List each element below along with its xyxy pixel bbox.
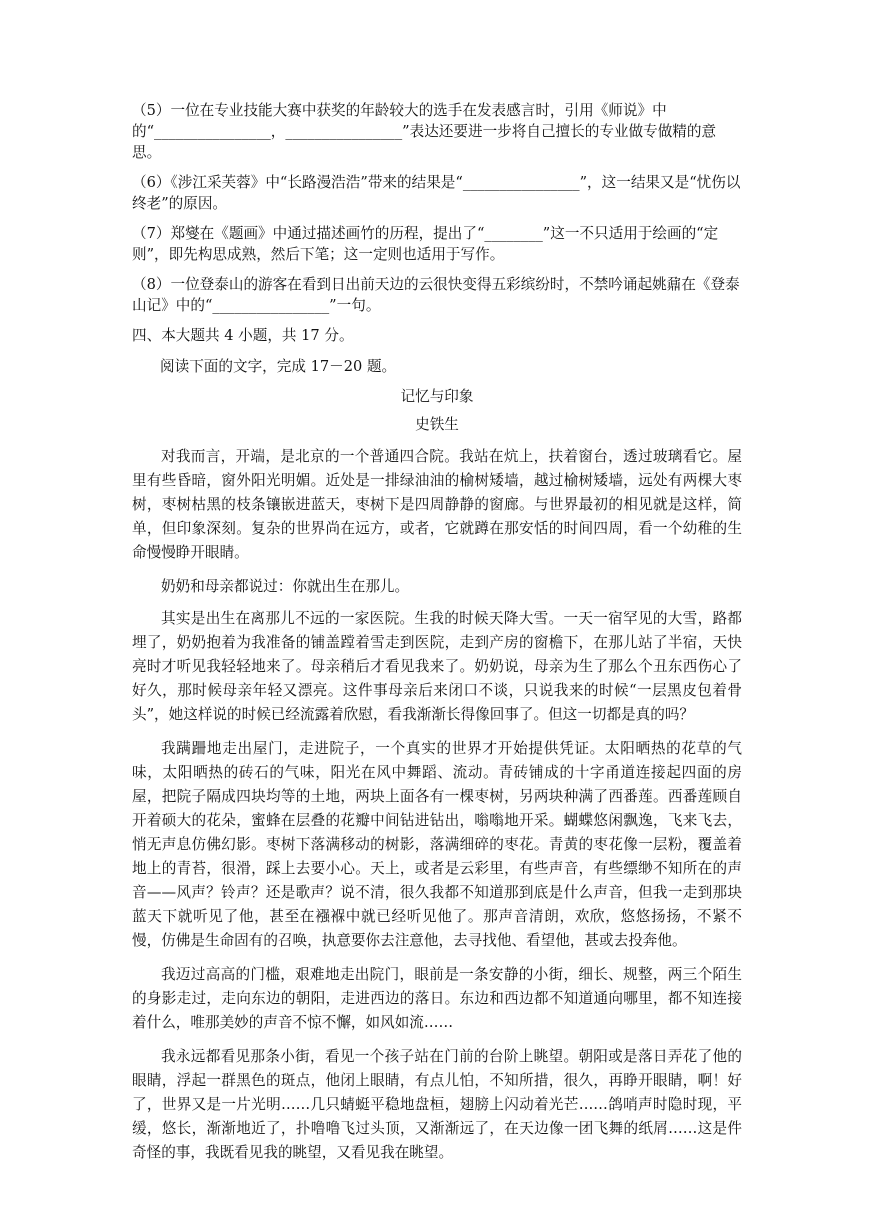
article-paragraph: 我蹒跚地走出屋门，走进院子，一个真实的世界才开始提供凭证。太阳晒热的花草的气味，太阳晒热的砖石的气味，阳光在风中舞蹈、流动。青砖铺成的十字甬道连接起四面的房屋，把院子隔成四块均等的土地，两块上面各有一棵枣树，另两块种满了西番莲。西番莲顾自开着硕大的花朵，蜜蜂在层叠的花瓣中间钻进钻出，嗡嗡地开采。蝴蝶悠闲飘逸，飞来飞去，悄无声息仿佛幻影。枣树下落满移动的树影，落满细碎的枣花。青黄的枣花像一层粉，覆盖着地上的青苔，很滑，踩上去要小心。天上，或者是云彩里，有些声音，有些缥缈不知所在的声音——风声？铃声？还是歌声？说不清，很久我都不知道那到底是什么声音，但我一走到那块蓝天下就听见了他，甚至在襁褓中就已经听见他了。那声音清朗，欢欣，悠悠扬扬，不紧不慢，仿佛是生命固有的召唤，执意要你去注意他，去寻找他、看望他，甚或去投奔他。	[132, 740, 742, 949]
question-8: （8）一位登泰山的游客在看到日出前天边的云很快变得五彩缤纷时，不禁吟诵起姚鼐在《登泰山记》中的“________________”一句。	[132, 276, 740, 314]
article-paragraph: 我迈过高高的门槛，艰难地走出院门，眼前是一条安静的小街，细长、规整，两三个陌生的身影走过，走向东边的朝阳，走进西边的落日。东边和西边都不知道通向哪里，都不知连接着什么，唯那美妙的声音不惊不懈，如风如流……	[132, 966, 742, 1031]
question-5: （5）一位在专业技能大赛中获奖的年龄较大的选手在发表感言时，引用《师说》中的“________________，________________”表达还要进一步将自己擅长的专业做专做精的意思。	[132, 102, 717, 161]
article-paragraph: 我永远都看见那条小街，看见一个孩子站在门前的台阶上眺望。朝阳或是落日弄花了他的眼睛，浮起一群黑色的斑点，他闭上眼睛，有点儿怕，不知所措，很久，再睁开眼睛，啊！好了，世界又是一片光明……几只蜻蜓平稳地盘桓，翅膀上闪动着光芒……鸽哨声时隐时现，平缓，悠长，渐渐地近了，扑噜噜飞过头顶，又渐渐远了，在天边像一团飞舞的纸屑……这是件奇怪的事，我既看见我的眺望，又看见我在眺望。	[132, 1048, 742, 1161]
article-author: 史铁生	[415, 416, 459, 433]
reading-intro: 阅读下面的文字，完成 17－20 题。	[160, 358, 397, 375]
article-paragraph: 奶奶和母亲都说过：你就出生在那儿。	[161, 578, 410, 595]
section-heading: 四、本大题共 4 小题，共 17 分。	[132, 327, 354, 344]
article-paragraph: 对我而言，开端，是北京的一个普通四合院。我站在炕上，扶着窗台，透过玻璃看它。屋里有些昏暗，窗外阳光明媚。近处是一排绿油油的榆树矮墙，越过榆树矮墙，远处有两棵大枣树，枣树枯黑的枝条镶嵌进蓝天，枣树下是四周静静的窗廊。与世界最初的相见就是这样，简单，但印象深刻。复杂的世界尚在远方，或者，它就蹲在那安恬的时间四周，看一个幼稚的生命慢慢睁开眼睛。	[132, 448, 742, 561]
question-6: （6）《涉江采芙蓉》中“长路漫浩浩”带来的结果是“________________”，这一结果又是“忧伤以终老”的原因。	[132, 174, 741, 212]
question-7: （7）郑燮在《题画》中通过描述画竹的历程，提出了“________”这一不只适用于绘画的“定则”，即先构思成熟，然后下笔；这一定则也适用于写作。	[132, 225, 719, 263]
article-title: 记忆与印象	[400, 388, 474, 405]
document-page	[132, 100, 742, 1175]
article-paragraph: 其实是出生在离那儿不远的一家医院。生我的时候天降大雪。一天一宿罕见的大雪，路都埋了，奶奶抱着为我准备的铺盖蹚着雪走到医院，走到产房的窗檐下，在那儿站了半宿，天快亮时才听见我轻轻地来了。母亲稍后才看见我来了。奶奶说，母亲为生了那么个丑东西伤心了好久，那时候母亲年轻又漂亮。这件事母亲后来闭口不谈，只说我来的时候“一层黑皮包着骨头”，她这样说的时候已经流露着欣慰，看我渐渐长得像回事了。但这一切都是真的吗？	[132, 610, 742, 723]
